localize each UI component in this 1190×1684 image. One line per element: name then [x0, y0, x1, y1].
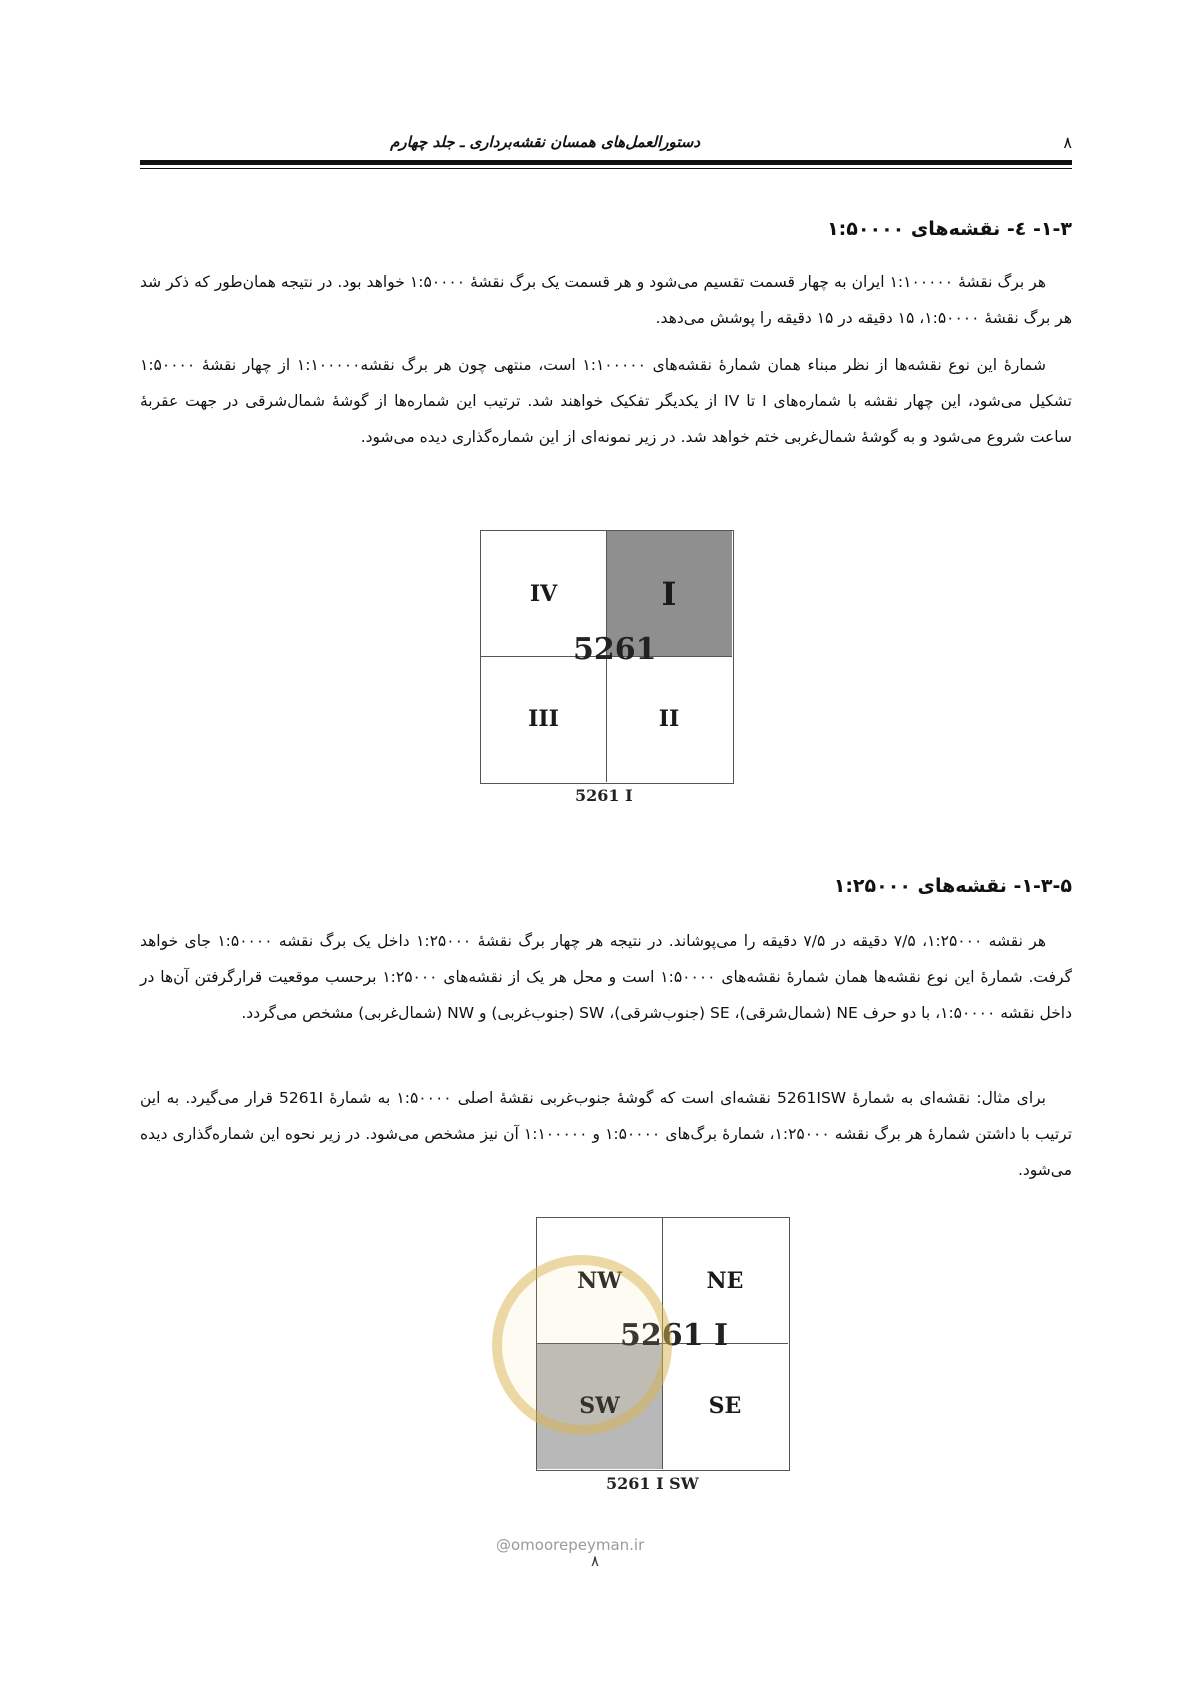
figure1-cell-ne-shaded: I: [606, 531, 732, 656]
figure2-cell-nw: NW: [577, 1267, 622, 1294]
figure1-cell-sw: III: [528, 706, 559, 732]
section2-paragraph-2: برای مثال: نقشه‌ای به شمارهٔ 5261ISW نقشه‌ای است که گوشهٔ جنوب‌غربی نقشهٔ اصلی ۱:۵۰۰۰۰ به شمارهٔ 5261I قرار می‌گیرد. به این ترتیب با داشتن شمارهٔ هر برگ نقشه ۱:۲۵۰۰۰، شمارهٔ برگ‌های ۱:۵۰۰۰۰ و ۱:۱۰۰۰۰۰ آن نیز مشخص می‌شود. در زیر نحوه این شماره‌گذاری دیده می‌شود.: [140, 1089, 1073, 1179]
figure2-cell-sw-shaded: SW: [537, 1343, 662, 1469]
figure1-center-sheet-number: 5261: [573, 632, 657, 667]
figure2-caption: 5261 I SW: [606, 1474, 699, 1493]
footer-page-number: ۸: [590, 1552, 600, 1570]
header-rule-thin: [140, 168, 1072, 169]
section2-paragraph-1: هر نقشه ۱:۲۵۰۰۰، ۷/۵ دقیقه در ۷/۵ دقیقه را می‌پوشاند. در نتیجه هر چهار برگ نقشهٔ ۱:۲۵۰۰۰ داخل یک برگ نقشه ۱:۵۰۰۰۰ جای خواهد گرفت. شمارهٔ این نوع نقشه‌ها همان شمارهٔ نقشه‌های ۱:۵۰۰۰۰ است و محل هر یک از نقشه‌های ۱:۲۵۰۰۰ برحسب موقعیت قرارگرفتن آن‌ها در داخل نقشه ۱:۵۰۰۰۰، با دو حرف NE (شمال‌شرقی)، SE (جنوب‌شرقی)، SW (جنوب‌غربی) و NW (شمال‌غربی) مشخص می‌گردد.: [140, 932, 1072, 1022]
figure1-cell-nw: IV: [529, 580, 558, 607]
figure2-cell-se: SE: [708, 1393, 742, 1419]
header-rule-thick: [140, 160, 1072, 165]
figure1-cell-se: II: [658, 706, 680, 732]
section1-paragraph-2: شمارهٔ این نوع نقشه‌ها از نظر مبناء همان شمارهٔ نقشه‌های ۱:۱۰۰۰۰۰ است، منتهی چون هر برگ نقشه۱:۱۰۰۰۰۰ از چهار نقشهٔ ۱:۵۰۰۰۰ تشکیل می‌شود، این چهار نقشه با شماره‌های I تا IV از یکدیگر تفکیک خواهند شد. ترتیب این شماره‌ها از گوشهٔ شمال‌شرقی در جهت عقربهٔ ساعت شروع می‌شود و به گوشهٔ شمال‌غربی ختم خواهد شد. در زیر نمونه‌ای از این شماره‌گذاری دیده می‌شود.: [140, 356, 1072, 446]
watermark-site-text: @omoorepeyman.ir: [496, 1536, 645, 1554]
watermark-seal-logo: [492, 1255, 672, 1435]
running-header-page-number: ۸: [1063, 133, 1072, 152]
section1-paragraph-1: هر برگ نقشهٔ ۱:۱۰۰۰۰۰ ایران به چهار قسمت تقسیم می‌شود و هر قسمت یک برگ نقشهٔ ۱:۵۰۰۰۰ خواهد بود. در نتیجه همان‌طور که ذکر شد هر برگ نقشهٔ ۱:۵۰۰۰۰، ۱۵ دقیقه در ۱۵ دقیقه را پوشش می‌دهد.: [140, 273, 1072, 327]
section-heading-1-25000: ۱-۳-۵- نقشه‌های ۱:۲۵۰۰۰: [833, 875, 1072, 897]
figure2-center-sheet-number: 5261 I: [620, 1318, 728, 1353]
figure2-cell-ne: NE: [706, 1267, 744, 1294]
section-heading-1-50000: ۱-۳- ٤- نقشه‌های ۱:۵۰۰۰۰: [827, 218, 1072, 240]
figure1-caption: 5261 I: [575, 786, 633, 805]
running-header-title: دستورالعمل‌های همسان نقشه‌برداری ـ جلد چهارم: [390, 133, 700, 151]
